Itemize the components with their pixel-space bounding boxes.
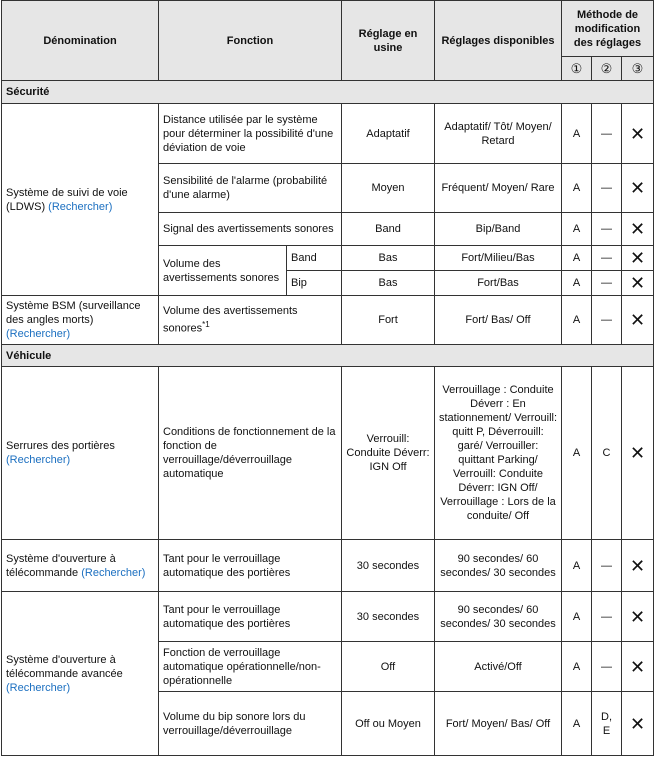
x-icon: ✕	[622, 592, 654, 642]
ldws-search-link[interactable]: (Rechercher)	[48, 200, 113, 213]
ldws-available-1: Adaptatif/ Tôt/ Moyen/ Retard	[435, 104, 562, 164]
table-row	[2, 540, 654, 592]
ldws-factory-2: Moyen	[342, 164, 435, 213]
header-function: Fonction	[159, 1, 342, 81]
ldws-factory-1: Adaptatif	[342, 104, 435, 164]
bsm-func-text: Volume des avertissements sonores	[163, 305, 298, 335]
bsm-name-text: Système BSM (surveillance des angles morts)	[6, 300, 141, 326]
bsm-name	[2, 296, 159, 345]
ldws-m2-2: —	[592, 164, 622, 213]
ldws-factory-5: Bas	[342, 271, 435, 296]
ldws-m1-4: A	[562, 246, 592, 271]
ldws-func-3: Signal des avertissements sonores	[159, 213, 342, 246]
adv-factory-3: Off ou Moyen	[342, 692, 435, 756]
ldws-available-5: Fort/Bas	[435, 271, 562, 296]
x-icon: ✕	[622, 164, 654, 213]
adv-search-link[interactable]: (Rechercher)	[6, 681, 71, 694]
keyless-name-text: Système d'ouverture à télécommande	[6, 552, 116, 579]
x-icon: ✕	[622, 540, 654, 592]
adv-factory-1: 30 secondes	[342, 592, 435, 642]
bsm-available: Fort/ Bas/ Off	[435, 296, 562, 345]
header-available: Réglages disponibles	[435, 1, 562, 81]
table-row	[2, 296, 654, 345]
keyless-func: Tant pour le verrouillage automatique des portières	[159, 540, 342, 592]
ldws-name-text: Système de suivi de voie (LDWS)	[6, 186, 128, 213]
header-name: Dénomination	[2, 1, 159, 81]
ldws-m1-5: A	[562, 271, 592, 296]
bsm-m1: A	[562, 296, 592, 345]
ldws-available-4: Fort/Milieu/Bas	[435, 246, 562, 271]
ldws-m1-3: A	[562, 213, 592, 246]
x-icon: ✕	[622, 296, 654, 345]
ldws-func-2: Sensibilité de l'alarme (probabilité d'une alarme)	[159, 164, 342, 213]
x-icon: ✕	[622, 104, 654, 164]
locks-name-text: Serrures des portières	[6, 440, 115, 452]
ldws-m2-4: —	[592, 246, 622, 271]
keyless-available: 90 secondes/ 60 secondes/ 30 secondes	[435, 540, 562, 592]
ldws-available-3: Bip/Band	[435, 213, 562, 246]
bsm-m2: —	[592, 296, 622, 345]
adv-m1-3: A	[562, 692, 592, 756]
adv-m2-2: —	[592, 642, 622, 692]
header-method-3: ③	[622, 57, 654, 81]
adv-func-2: Fonction de verrouillage automatique opérationnelle/non-opérationnelle	[159, 642, 342, 692]
footnote-mark: *1	[202, 320, 210, 330]
ldws-sub-bip: Bip	[287, 271, 342, 296]
locks-factory: Verrouill: Conduite Déverr: IGN Off	[342, 367, 435, 540]
table-row	[2, 367, 654, 540]
locks-search-link[interactable]: (Rechercher)	[6, 454, 71, 466]
header-method-2: ②	[592, 57, 622, 81]
bsm-search-link[interactable]: (Rechercher)	[6, 328, 71, 340]
x-icon: ✕	[622, 642, 654, 692]
section-security: Sécurité	[2, 81, 654, 104]
keyless-name	[2, 540, 159, 592]
section-vehicle: Véhicule	[2, 345, 654, 367]
ldws-m1-1: A	[562, 104, 592, 164]
x-icon: ✕	[622, 367, 654, 540]
adv-func-1: Tant pour le verrouillage automatique des portières	[159, 592, 342, 642]
ldws-m2-5: —	[592, 271, 622, 296]
ldws-name	[2, 104, 159, 296]
x-icon: ✕	[622, 271, 654, 296]
keyless-search-link[interactable]: (Rechercher)	[81, 566, 146, 579]
keyless-m1: A	[562, 540, 592, 592]
table-row	[2, 592, 654, 642]
header-method-1: ①	[562, 57, 592, 81]
ldws-m2-1: —	[592, 104, 622, 164]
locks-name	[2, 367, 159, 540]
ldws-func-4: Volume des avertissements sonores	[159, 246, 287, 296]
ldws-m2-3: —	[592, 213, 622, 246]
adv-available-1: 90 secondes/ 60 secondes/ 30 secondes	[435, 592, 562, 642]
adv-m2-3: D, E	[592, 692, 622, 756]
adv-m1-2: A	[562, 642, 592, 692]
locks-available: Verrouillage : Conduite Déverr : En stationnement/ Verrouill: quitt P, Déverrouill: garé/ Verrouiller: quittant Parking/ Verrouill: Conduite Déverr: IGN Off/ Verrouillage : Lors de la conduite/ Off	[435, 367, 562, 540]
adv-m2-1: —	[592, 592, 622, 642]
adv-name-text: Système d'ouverture à télécommande avancée	[6, 653, 123, 680]
locks-func: Conditions de fonctionnement de la fonction de verrouillage/déverrouillage automatique	[159, 367, 342, 540]
x-icon: ✕	[622, 692, 654, 756]
adv-available-2: Activé/Off	[435, 642, 562, 692]
ldws-factory-4: Bas	[342, 246, 435, 271]
ldws-func-1: Distance utilisée par le système pour déterminer la possibilité d'une déviation de voie	[159, 104, 342, 164]
header-factory: Réglage en usine	[342, 1, 435, 81]
x-icon: ✕	[622, 246, 654, 271]
x-icon: ✕	[622, 213, 654, 246]
adv-factory-2: Off	[342, 642, 435, 692]
ldws-m1-2: A	[562, 164, 592, 213]
bsm-func	[159, 296, 342, 345]
locks-m2: C	[592, 367, 622, 540]
ldws-sub-band: Band	[287, 246, 342, 271]
keyless-factory: 30 secondes	[342, 540, 435, 592]
bsm-factory: Fort	[342, 296, 435, 345]
locks-m1: A	[562, 367, 592, 540]
keyless-m2: —	[592, 540, 622, 592]
header-method: Méthode de modification des réglages	[562, 1, 654, 57]
adv-name	[2, 592, 159, 756]
adv-m1-1: A	[562, 592, 592, 642]
adv-func-3: Volume du bip sonore lors du verrouillage/déverrouillage	[159, 692, 342, 756]
ldws-factory-3: Band	[342, 213, 435, 246]
table-row	[2, 104, 654, 164]
ldws-available-2: Fréquent/ Moyen/ Rare	[435, 164, 562, 213]
settings-table	[1, 0, 654, 756]
adv-available-3: Fort/ Moyen/ Bas/ Off	[435, 692, 562, 756]
